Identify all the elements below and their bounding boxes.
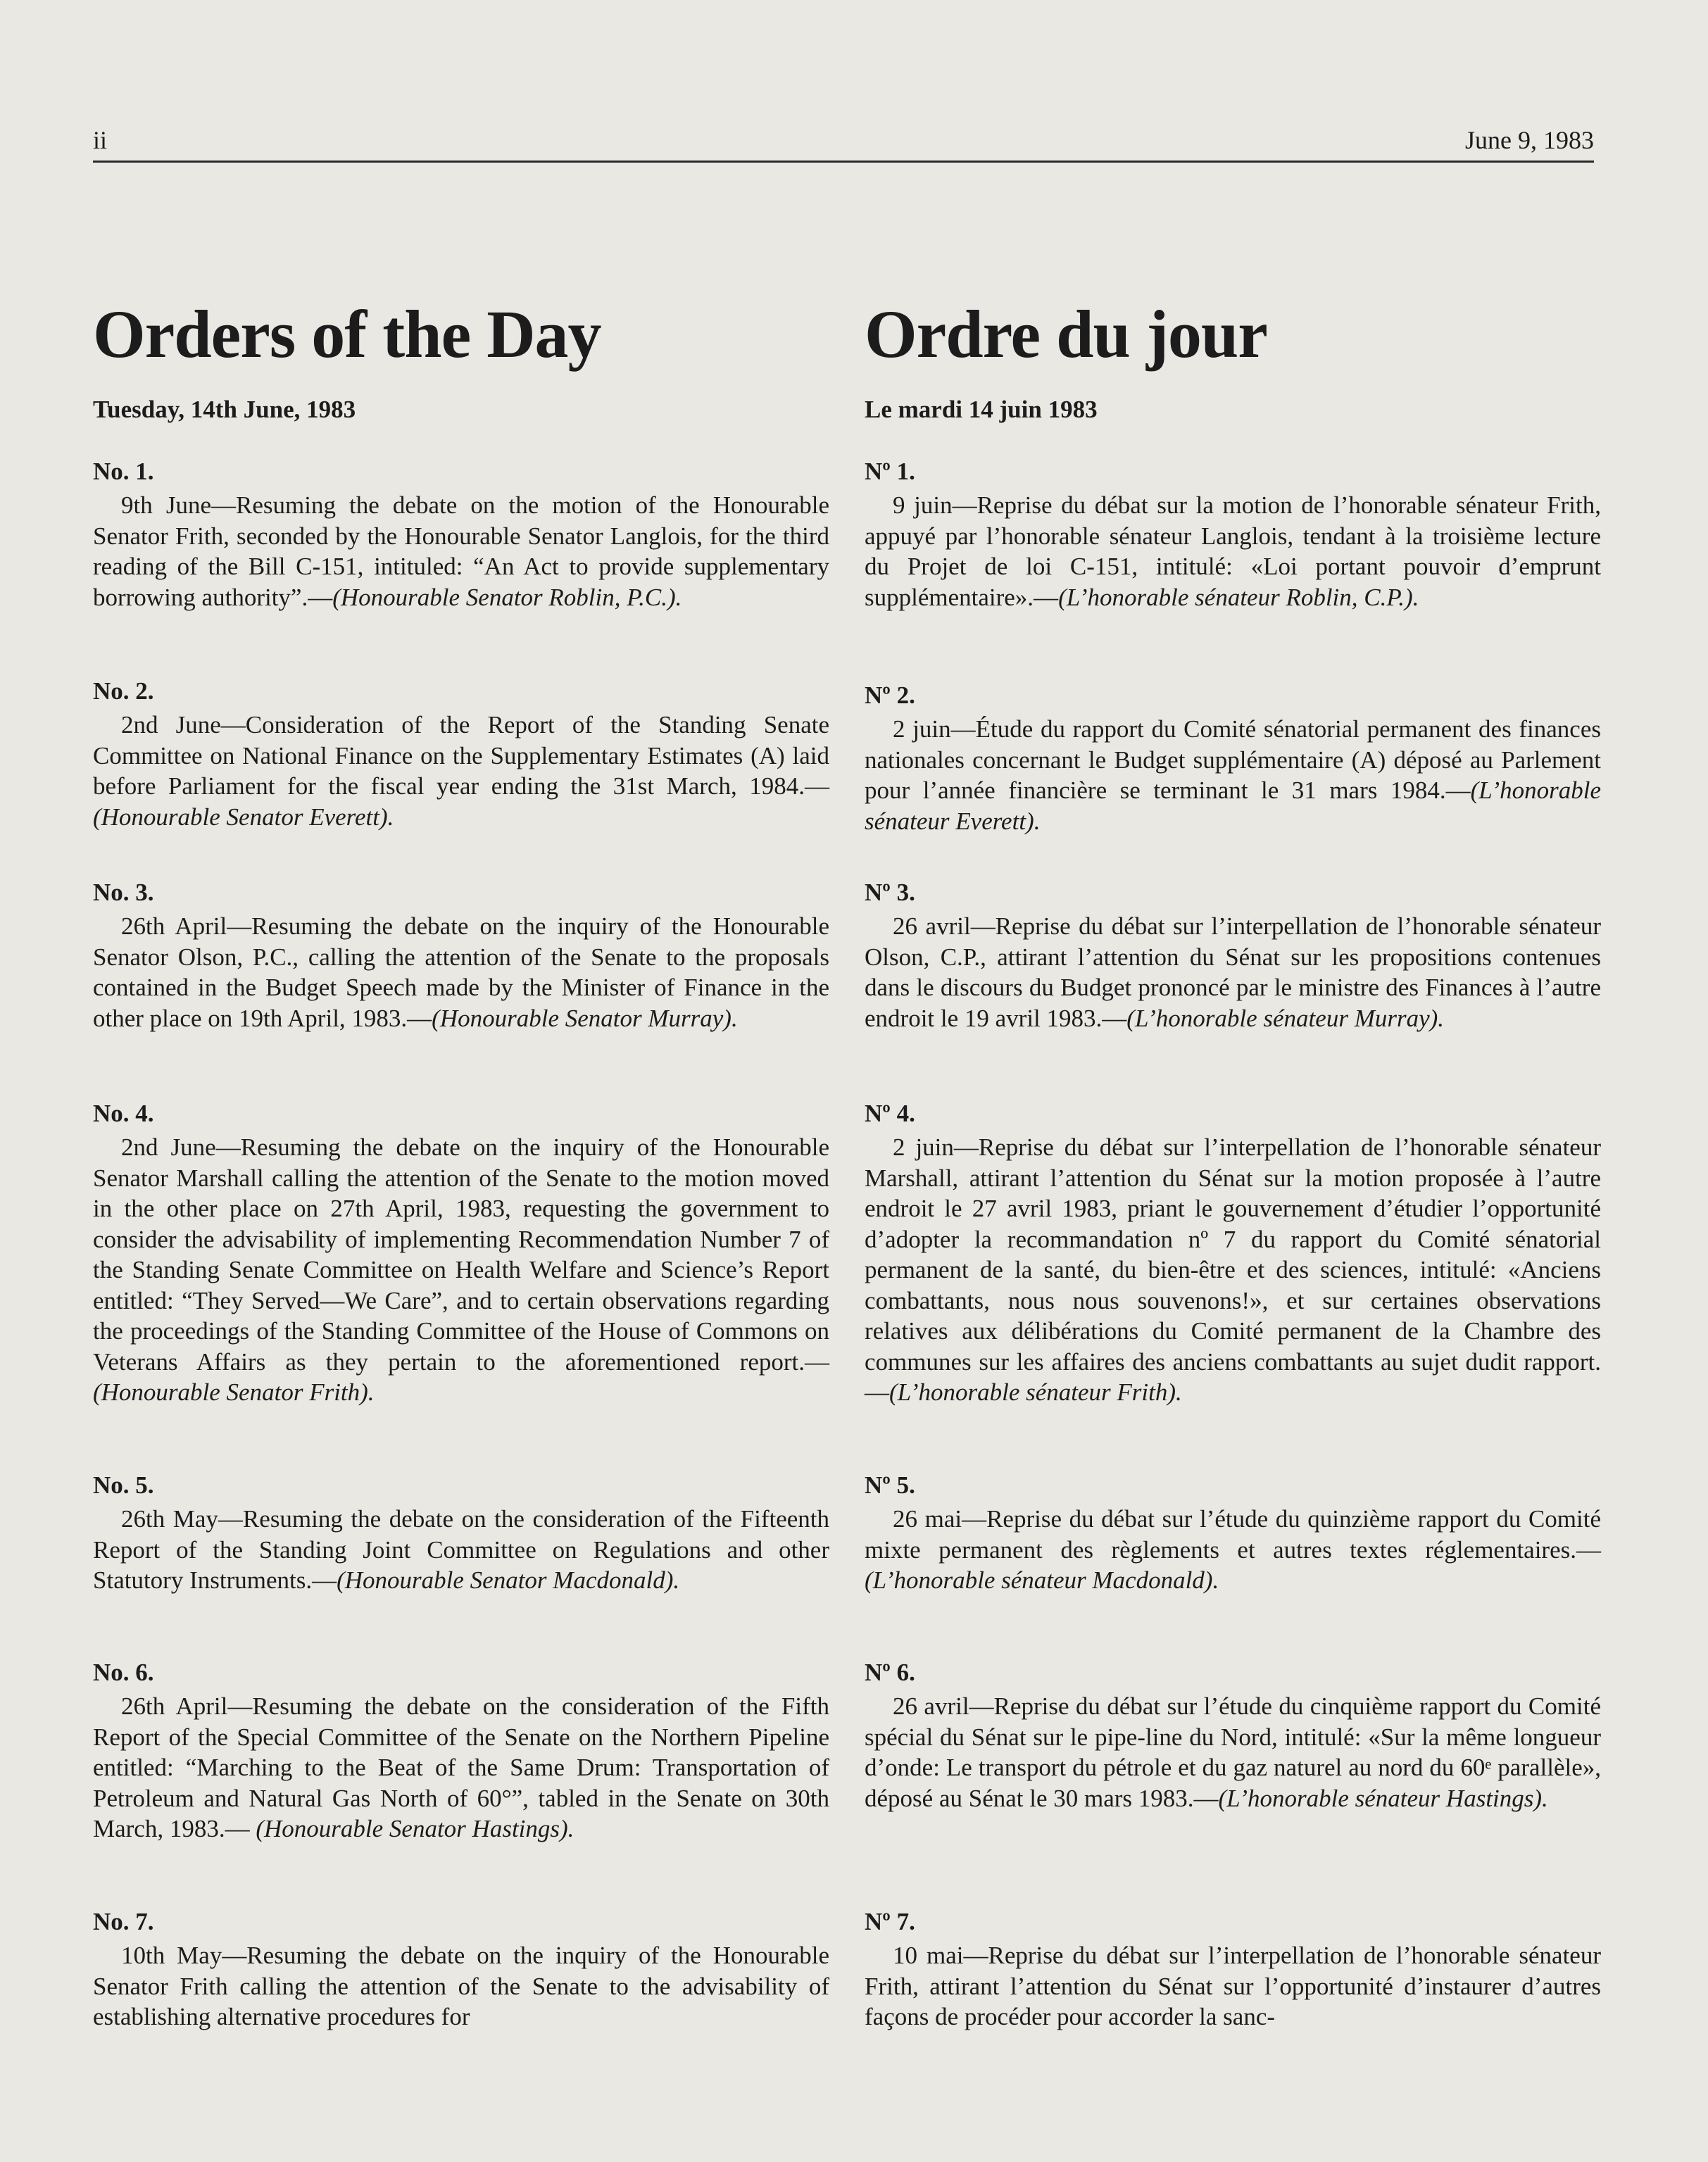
order-item-4 — [93, 1098, 829, 1408]
item-attribution: (Honourable Senator Murray). — [432, 1004, 738, 1032]
item-number: No. 1. — [93, 458, 154, 485]
item-attribution: (L’honorable sénateur Macdonald). — [865, 1566, 1219, 1594]
item-attribution: (Honourable Senator Roblin, P.C.). — [332, 583, 682, 611]
item-attribution: (Honourable Senator Hastings). — [256, 1815, 574, 1842]
item-text: 26 mai—Reprise du débat sur l’étude du quinzième rapport du Comité mixte permanent des règlements et autres textes réglementaires.—(L’honorable sénateur Macdonald). — [865, 1505, 1601, 1594]
order-item-6 — [865, 1657, 1601, 1814]
order-item-1 — [865, 456, 1601, 612]
item-number: No. 5. — [93, 1471, 154, 1499]
item-number: Nº 2. — [865, 681, 915, 709]
item-number: Nº 7. — [865, 1908, 915, 1935]
item-text: 9 juin—Reprise du débat sur la motion de l’honorable sénateur Frith, appuyé par l’honorable sénateur Langlois, tendant à la troisième lecture du Projet de loi C-151, intitulé: «Loi portant pouvoir d’emprunt supplémentaire».—(L’honorable sénateur Roblin, C.P.). — [865, 491, 1601, 611]
english-title: Orders of the Day — [93, 296, 601, 372]
item-text: 26 avril—Reprise du débat sur l’étude du cinquième rapport du Comité spécial du Sénat sur le pipe-line du Nord, intitulé: «Sur la même longueur d’onde: Le transport du pétrole et du gaz naturel au nord du 60ᵉ parallèle», déposé au Sénat le 30 mars 1983.—(L’honorable sénateur Hastings). — [865, 1692, 1601, 1812]
item-attribution: (L’honorable sénateur Hastings). — [1218, 1784, 1548, 1812]
order-item-6 — [93, 1657, 829, 1844]
english-column — [93, 296, 829, 2030]
item-number: Nº 5. — [865, 1471, 915, 1499]
page-number: ii — [93, 126, 108, 154]
item-number: No. 4. — [93, 1100, 154, 1127]
item-attribution: (L’honorable sénateur Everett). — [865, 777, 1601, 835]
running-header — [93, 124, 1594, 163]
item-number: No. 2. — [93, 677, 154, 705]
item-number: No. 7. — [93, 1908, 154, 1935]
item-number: Nº 6. — [865, 1659, 915, 1686]
item-text: 2 juin—Étude du rapport du Comité sénatorial permanent des finances nationales concernant le Budget supplémentaire (A) déposé au Parlement pour l’année financière se terminant le 31 mars 1984.—(L’honorable sénateur Everett). — [865, 715, 1601, 835]
order-item-7 — [865, 1906, 1601, 2032]
item-number: No. 3. — [93, 879, 154, 906]
order-item-2 — [865, 680, 1601, 836]
item-attribution: (Honourable Senator Everett). — [93, 803, 394, 831]
item-attribution: (L’honorable sénateur Murray). — [1126, 1004, 1445, 1032]
order-item-2 — [93, 676, 829, 832]
item-text: 2nd June—Consideration of the Report of the Standing Senate Committee on National Finance on the Supplementary Estimates (A) laid before Parliament for the fiscal year ending the 31st March, 1984.—(Honourable Senator Everett). — [93, 711, 829, 831]
item-text: 26th April—Resuming the debate on the consideration of the Fifth Report of the Special Committee of the Senate on the Northern Pipeline entitled: “Marching to the Beat of the Same Drum: Transportation of Petroleum and Natural Gas North of 60°”, tabled in the Senate on 30th March, 1983.— (Honourable Senator Hastings). — [93, 1692, 829, 1842]
french-title: Ordre du jour — [865, 296, 1267, 372]
order-item-7 — [93, 1906, 829, 2032]
item-text: 2nd June—Resuming the debate on the inquiry of the Honourable Senator Marshall calling the attention of the Senate to the motion moved in the other place on 27th April, 1983, requesting the government to consider the advisability of implementing Recommendation Number 7 of the Standing Senate Committee on Health Welfare and Science’s Report entitled: “They Served—We Care”, and to certain observations regarding the proceedings of the Standing Committee of the House of Commons on Veterans Affairs as they pertain to the aforementioned report.—(Honourable Senator Frith). — [93, 1133, 829, 1406]
item-number: Nº 3. — [865, 879, 915, 906]
item-text: 26th April—Resuming the debate on the inquiry of the Honourable Senator Olson, P.C., calling the attention of the Senate to the proposals contained in the Budget Speech made by the Minister of Finance in the other place on 19th April, 1983.—(Honourable Senator Murray). — [93, 912, 829, 1032]
order-item-3 — [865, 877, 1601, 1033]
item-attribution: (Honourable Senator Frith). — [93, 1378, 375, 1406]
order-item-1 — [93, 456, 829, 612]
item-number: Nº 1. — [865, 458, 915, 485]
header-date: June 9, 1983 — [1465, 126, 1594, 154]
item-text: 10 mai—Reprise du débat sur l’interpellation de l’honorable sénateur Frith, attirant l’attention du Sénat sur l’opportunité d’instaurer d’autres façons de procéder pour accorder la sanc- — [865, 1942, 1601, 2030]
french-column — [865, 296, 1601, 2030]
order-item-5 — [865, 1470, 1601, 1596]
item-text: 10th May—Resuming the debate on the inquiry of the Honourable Senator Frith calling the attention of the Senate to the advisability of establishing alternative procedures for — [93, 1942, 829, 2030]
french-date: Le mardi 14 juin 1983 — [865, 396, 1098, 423]
item-text: 2 juin—Reprise du débat sur l’interpellation de l’honorable sénateur Marshall, attirant l’attention du Sénat sur la motion proposée à l’autre endroit le 27 avril 1983, priant le gouvernement d’étudier l’opportunité d’adopter la recommandation nº 7 du rapport du Comité sénatorial permanent de la santé, du bien-être et des sciences, intitulé: «Anciens combattants, nous nous souvenons!», et sur certaines observations relatives aux délibérations du Comité permanent de la Chambre des communes sur les affaires des anciens combattants au sujet dudit rapport.—(L’honorable sénateur Frith). — [865, 1133, 1601, 1406]
item-attribution: (Honourable Senator Macdonald). — [337, 1566, 680, 1594]
item-text: 26th May—Resuming the debate on the consideration of the Fifteenth Report of the Standing Joint Committee on Regulations and other Statutory Instruments.—(Honourable Senator Macdonald). — [93, 1505, 829, 1594]
item-attribution: (L’honorable sénateur Roblin, C.P.). — [1058, 583, 1419, 611]
item-number: No. 6. — [93, 1659, 154, 1686]
order-item-3 — [93, 877, 829, 1033]
item-text: 9th June—Resuming the debate on the motion of the Honourable Senator Frith, seconded by the Honourable Senator Langlois, for the third reading of the Bill C-151, intituled: “An Act to provide supplementary borrowing authority”.—(Honourable Senator Roblin, P.C.). — [93, 491, 829, 611]
order-item-5 — [93, 1470, 829, 1596]
item-number: Nº 4. — [865, 1100, 915, 1127]
order-item-4 — [865, 1098, 1601, 1408]
english-date: Tuesday, 14th June, 1983 — [93, 396, 356, 423]
item-text: 26 avril—Reprise du débat sur l’interpellation de l’honorable sénateur Olson, C.P., attirant l’attention du Sénat sur les propositions contenues dans le discours du Budget prononcé par le ministre des Finances à l’autre endroit le 19 avril 1983.—(L’honorable sénateur Murray). — [865, 912, 1601, 1032]
item-attribution: (L’honorable sénateur Frith). — [889, 1378, 1182, 1406]
